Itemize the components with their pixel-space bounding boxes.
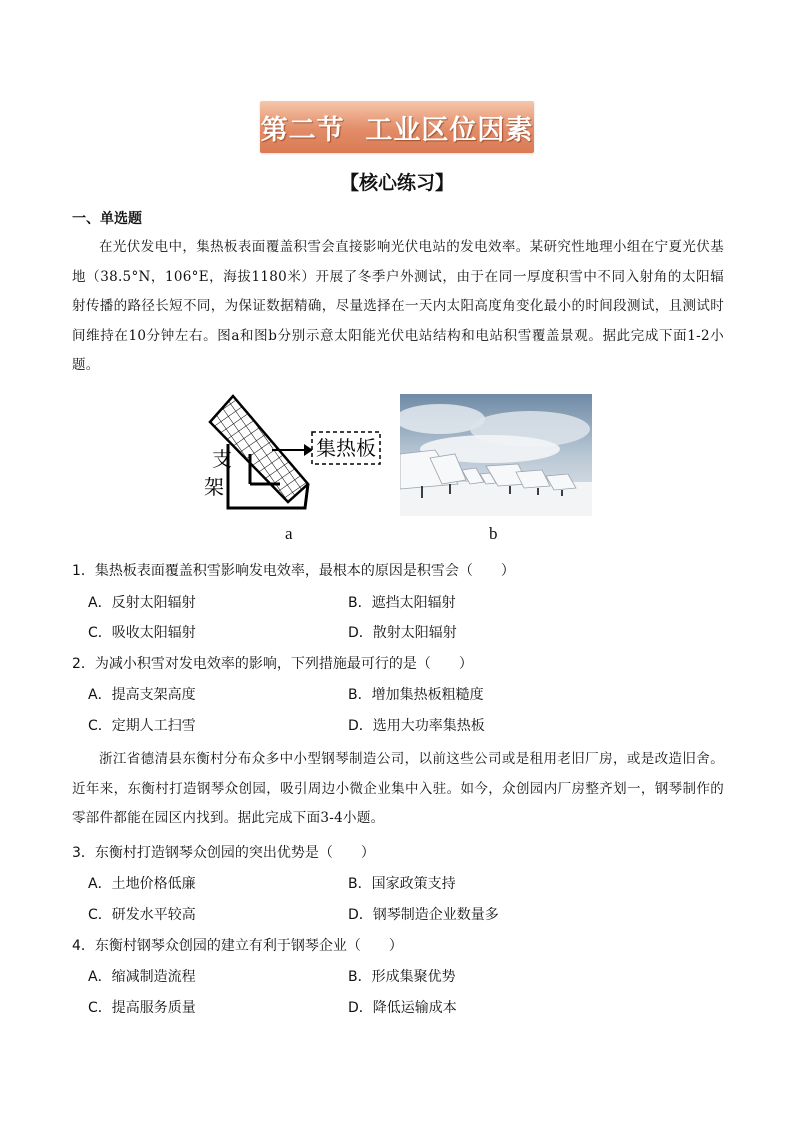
figure-b-photo [400,394,592,516]
q1-option-b[interactable]: B．遮挡太阳辐射 [348,595,456,611]
question-3-stem: 3．东衡村打造钢琴众创园的突出优势是（ ） [72,845,375,861]
q3-option-b[interactable]: B．国家政策支持 [348,876,456,892]
q3-option-d[interactable]: D．钢琴制造企业数量多 [348,907,499,923]
frame-label-2: 架 [204,475,224,499]
q4-option-a[interactable]: A．缩减制造流程 [88,969,196,985]
q4-option-d[interactable]: D．降低运输成本 [348,1000,457,1016]
question-4-stem: 4．东衡村钢琴众创园的建立有利于钢琴企业（ ） [72,938,403,954]
q2-option-b[interactable]: B．增加集热板粗糙度 [348,687,484,703]
question-2-stem: 2．为减小积雪对发电效率的影响，下列措施最可行的是（ ） [72,656,473,672]
q1-option-d[interactable]: D．散射太阳辐射 [348,625,457,641]
q2-option-c[interactable]: C．定期人工扫雪 [88,718,196,734]
q1-option-a[interactable]: A．反射太阳辐射 [88,595,196,611]
page-title: 第二节 工业区位因素 [260,114,534,146]
question-1-stem: 1．集热板表面覆盖积雪影响发电效率，最根本的原因是积雪会（ ） [72,563,515,579]
q3-option-c[interactable]: C．研发水平较高 [88,907,196,923]
frame-label-1: 支 [212,447,232,471]
q2-option-d[interactable]: D．选用大功率集热板 [348,718,485,734]
section-heading: 一、单选题 [72,211,142,227]
figure-a-caption: a [285,524,293,543]
subtitle: 【核心练习】 [339,172,454,194]
q2-option-a[interactable]: A．提高支架高度 [88,687,196,703]
panel-label: 集热板 [316,436,376,460]
q4-option-b[interactable]: B．形成集聚优势 [348,969,456,985]
figure-b-caption: b [489,524,498,543]
passage-1: 在光伏发电中，集热板表面覆盖积雪会直接影响光伏电站的发电效率。某研究性地理小组在宁夏光伏基地（38.5°N，106°E，海拔1180米）开展了冬季户外测试，由于在同一厚度积雪中不同入射角的太阳辐射传播的路径长短不同，为保证数据精确，尽量选择在一天内太阳高度角变化最小的时间段测试，且测试时间维持在10分钟左右。图a和图b分别示意太阳能光伏电站结构和电站积雪覆盖景观。据此完成下面1-2小题。 [72,239,724,373]
title-banner [260,101,534,153]
q3-option-a[interactable]: A．土地价格低廉 [88,876,196,892]
q1-option-c[interactable]: C．吸收太阳辐射 [88,625,196,641]
q4-option-c[interactable]: C．提高服务质量 [88,1000,196,1016]
figure-a-diagram [200,392,390,514]
passage-2: 浙江省德清县东衡村分布众多中小型钢琴制造公司，以前这些公司或是租用老旧厂房，或是改造旧舍。近年来，东衡村打造钢琴众创园，吸引周边小微企业集中入驻。如今，众创园内厂房整齐划一，钢琴制作的零部件都能在园区内找到。据此完成下面3-4小题。 [72,751,724,826]
